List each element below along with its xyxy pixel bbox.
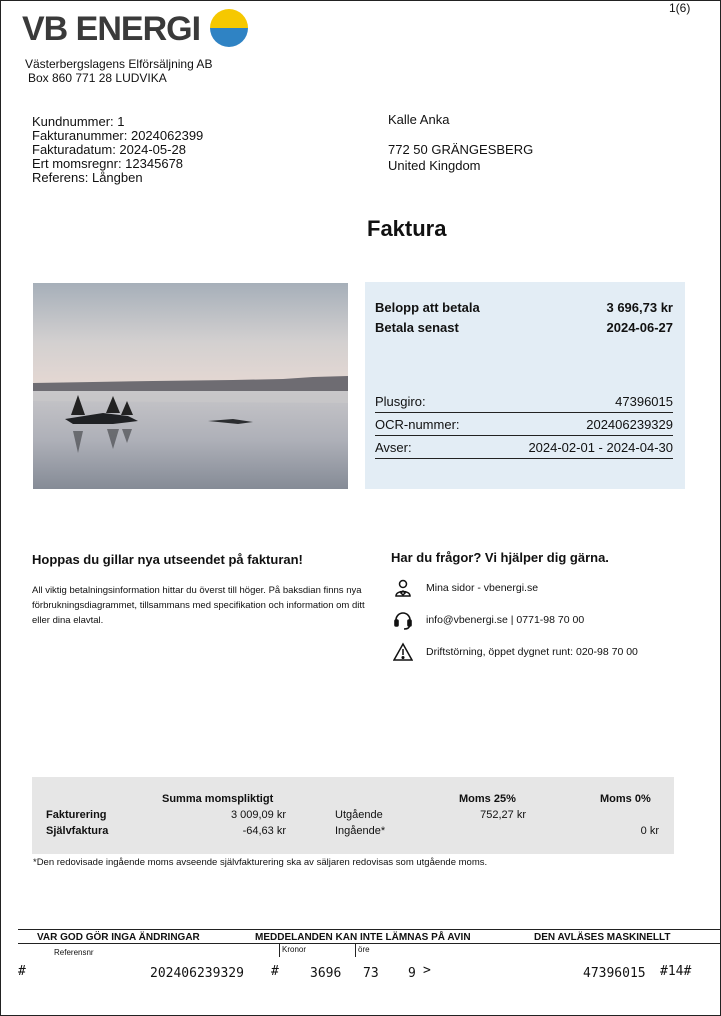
slip-top-rule [18, 929, 720, 930]
slip-ref-label: Referensnr [54, 948, 94, 957]
recipient-name: Kalle Anka [388, 112, 450, 127]
recipient-country: United Kingdom [388, 158, 481, 173]
help-heading: Har du frågor? Vi hjälper dig gärna. [391, 550, 609, 565]
company-name: Västerbergslagens Elförsäljning AB [25, 57, 213, 71]
user-icon [393, 578, 413, 598]
row-invoicing-type: Utgående [335, 809, 383, 821]
logo-sun-icon [210, 9, 248, 47]
ocr-row [375, 417, 673, 436]
slip-hash-mid: # [271, 964, 279, 979]
promo-body: All viktig betalningsinformation hittar du överst till höger. På baksdian finns nya förbrukningsdiagrammet, tillsammans med specifikation och information om ditt eller dina elavtal. [32, 585, 365, 626]
page-number: 1(6) [669, 1, 691, 15]
row-selfbilling-label: Självfaktura [46, 825, 109, 837]
col-taxable-header: Summa momspliktigt [162, 793, 274, 805]
warning-icon [393, 642, 413, 662]
invoice-number: Fakturanummer: 2024062399 [32, 128, 204, 143]
vat-footnote: *Den redovisade ingående moms avseende självfakturering ska av säljaren redovisas som utgående moms. [33, 857, 488, 868]
slip-divider [355, 943, 356, 957]
slip-account-number: 47396015 [583, 966, 646, 981]
row-invoicing-vat25: 752,27 kr [480, 809, 526, 821]
slip-notice-2: MEDDELANDEN KAN INTE LÄMNAS PÅ AVIN [255, 932, 471, 943]
row-invoicing-label: Fakturering [46, 809, 107, 821]
slip-divider [279, 943, 280, 957]
slip-notice-1: VAR GOD GÖR INGA ÄNDRINGAR [37, 932, 200, 943]
slip-header-rule [18, 943, 720, 944]
customer-info [32, 115, 203, 185]
due-date-row [375, 320, 673, 335]
slip-ore-value: 73 [363, 966, 379, 981]
slip-notice-3: DEN AVLÄSES MASKINELLT [534, 932, 671, 943]
slip-arrow: > [423, 963, 431, 978]
period-label: Avser: [375, 440, 412, 455]
company-address: Box 860 771 28 LUDVIKA [28, 71, 167, 85]
slip-check-digit: 9 [408, 966, 416, 981]
payment-summary-box [365, 282, 685, 489]
lake-photo [33, 283, 348, 489]
amount-row [375, 300, 673, 315]
help-item-text: Driftstörning, öppet dygnet runt: 020-98 70 00 [426, 646, 638, 658]
period-row [375, 440, 673, 459]
ocr-value: 202406239329 [586, 417, 673, 432]
reference: Referens: Långben [32, 170, 143, 185]
due-value: 2024-06-27 [606, 320, 673, 335]
slip-kronor-label: Kronor [282, 945, 307, 954]
help-item-text: Mina sidor - vbenergi.se [426, 582, 539, 594]
col-vat25-header: Moms 25% [459, 793, 516, 805]
help-item-contact[interactable] [393, 610, 584, 630]
col-vat0-header: Moms 0% [600, 793, 651, 805]
amount-value: 3 696,73 kr [606, 300, 673, 315]
customer-number: Kundnummer: 1 [32, 114, 125, 129]
period-value: 2024-02-01 - 2024-04-30 [528, 440, 673, 455]
help-item-outage[interactable] [393, 642, 638, 662]
company-address-block [25, 57, 212, 85]
page-title: Faktura [367, 216, 447, 241]
due-label: Betala senast [375, 320, 459, 335]
vat-summary-table [32, 777, 674, 854]
invoice-date: Fakturadatum: 2024-05-28 [32, 142, 186, 157]
plusgiro-row [375, 394, 673, 413]
row-selfbilling-vat0: 0 kr [640, 825, 659, 837]
ocr-label: OCR-nummer: [375, 417, 460, 432]
row-selfbilling-type: Ingående* [335, 825, 386, 837]
slip-end-code: #14# [660, 964, 692, 979]
plusgiro-value: 47396015 [615, 394, 673, 409]
row-invoicing-taxable: 3 009,09 kr [230, 809, 286, 821]
headset-icon [393, 610, 413, 630]
help-item-text: info@vbenergi.se | 0771-98 70 00 [426, 614, 585, 626]
slip-ore-label: öre [358, 945, 370, 954]
row-selfbilling-taxable: -64,63 kr [242, 825, 286, 837]
vat-reg-number: Ert momsregnr: 12345678 [32, 156, 184, 171]
slip-kronor-value: 3696 [310, 966, 342, 981]
recipient-postal: 772 50 GRÄNGESBERG [388, 142, 534, 157]
plusgiro-label: Plusgiro: [375, 394, 426, 409]
amount-label: Belopp att betala [375, 300, 480, 315]
recipient-address [388, 112, 533, 174]
slip-reference-number: 202406239329 [150, 966, 244, 981]
help-item-mypages[interactable] [393, 578, 538, 598]
logo-text: VB ENERGI [22, 10, 201, 48]
slip-hash-start: # [18, 964, 26, 979]
promo-heading: Hoppas du gillar nya utseendet på fakturan! [32, 552, 303, 567]
